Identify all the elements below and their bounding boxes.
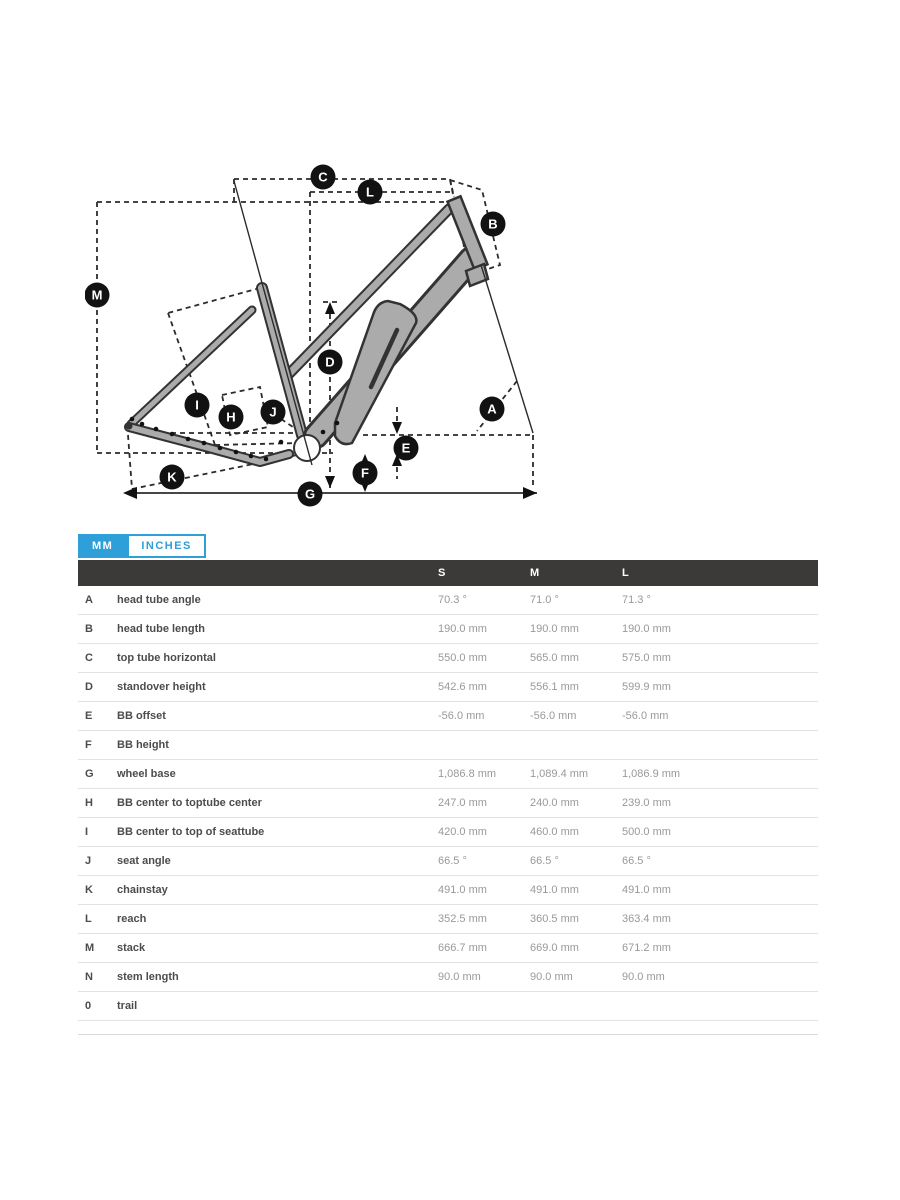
table-row — [78, 731, 818, 760]
row-letter: H — [78, 789, 110, 818]
row-value-s: -56.0 mm — [430, 702, 522, 731]
diagram-label-C — [311, 165, 336, 190]
table-row — [78, 847, 818, 876]
row-value-m: 1,089.4 mm — [522, 760, 614, 789]
diagram-label-J — [261, 400, 286, 425]
table-row — [78, 905, 818, 934]
row-value-l: 575.0 mm — [614, 644, 818, 673]
row-value-s: 70.3 ° — [430, 586, 522, 615]
row-value-l: 239.0 mm — [614, 789, 818, 818]
table-row — [78, 934, 818, 963]
row-name: wheel base — [110, 760, 430, 789]
row-letter: J — [78, 847, 110, 876]
table-row — [78, 644, 818, 673]
row-name: reach — [110, 905, 430, 934]
table-body — [78, 586, 818, 1021]
row-name: stack — [110, 934, 430, 963]
header-col-s: S — [430, 560, 522, 586]
diagram-label-H — [219, 405, 244, 430]
row-letter: E — [78, 702, 110, 731]
row-value-s: 66.5 ° — [430, 847, 522, 876]
table-row — [78, 615, 818, 644]
svg-text:E: E — [401, 440, 411, 456]
rear-dropout — [126, 423, 133, 430]
row-value-s: 420.0 mm — [430, 818, 522, 847]
row-value-s — [430, 731, 522, 760]
row-name: trail — [110, 992, 430, 1021]
bike-geometry-diagram — [85, 155, 545, 515]
row-name: BB center to top of seattube — [110, 818, 430, 847]
row-letter: B — [78, 615, 110, 644]
svg-text:L: L — [366, 184, 374, 200]
row-name: head tube angle — [110, 586, 430, 615]
header-col-m: M — [522, 560, 614, 586]
row-value-s: 247.0 mm — [430, 789, 522, 818]
row-letter: C — [78, 644, 110, 673]
row-value-m — [522, 992, 614, 1021]
row-value-l: 66.5 ° — [614, 847, 818, 876]
row-value-m: 565.0 mm — [522, 644, 614, 673]
row-letter: I — [78, 818, 110, 847]
table-row — [78, 673, 818, 702]
row-value-l: 1,086.9 mm — [614, 760, 818, 789]
diagram-label-L — [358, 180, 383, 205]
row-value-s: 542.6 mm — [430, 673, 522, 702]
table-row — [78, 586, 818, 615]
row-value-s: 190.0 mm — [430, 615, 522, 644]
svg-text:F: F — [361, 465, 369, 481]
row-value-m: 240.0 mm — [522, 789, 614, 818]
row-name: stem length — [110, 963, 430, 992]
header-name-spacer — [110, 560, 430, 586]
diagram-label-E — [394, 436, 419, 461]
svg-text:D: D — [325, 354, 335, 370]
row-value-m: 360.5 mm — [522, 905, 614, 934]
row-value-l: 190.0 mm — [614, 615, 818, 644]
row-value-l: 71.3 ° — [614, 586, 818, 615]
row-value-m: -56.0 mm — [522, 702, 614, 731]
svg-text:G: G — [304, 486, 316, 502]
row-value-l: 599.9 mm — [614, 673, 818, 702]
row-name: standover height — [110, 673, 430, 702]
diagram-label-K — [160, 465, 185, 490]
row-value-m: 460.0 mm — [522, 818, 614, 847]
row-value-l: 491.0 mm — [614, 876, 818, 905]
svg-text:B: B — [488, 216, 498, 232]
svg-text:A: A — [487, 401, 497, 417]
row-letter: D — [78, 673, 110, 702]
row-letter: G — [78, 760, 110, 789]
row-value-s — [430, 992, 522, 1021]
row-value-l: -56.0 mm — [614, 702, 818, 731]
row-value-m: 669.0 mm — [522, 934, 614, 963]
row-value-s: 666.7 mm — [430, 934, 522, 963]
row-value-m: 66.5 ° — [522, 847, 614, 876]
row-value-l: 500.0 mm — [614, 818, 818, 847]
table-row — [78, 702, 818, 731]
row-value-m: 556.1 mm — [522, 673, 614, 702]
row-value-l — [614, 731, 818, 760]
svg-text:M: M — [91, 287, 103, 303]
row-letter: N — [78, 963, 110, 992]
row-letter: 0 — [78, 992, 110, 1021]
row-letter: F — [78, 731, 110, 760]
diagram-label-F — [353, 461, 378, 486]
row-name: seat angle — [110, 847, 430, 876]
table-row — [78, 992, 818, 1021]
row-value-s: 1,086.8 mm — [430, 760, 522, 789]
row-value-l: 90.0 mm — [614, 963, 818, 992]
diagram-label-D — [318, 350, 343, 375]
svg-text:J: J — [269, 404, 277, 420]
row-value-m: 190.0 mm — [522, 615, 614, 644]
row-value-s: 550.0 mm — [430, 644, 522, 673]
row-value-s: 491.0 mm — [430, 876, 522, 905]
row-letter: A — [78, 586, 110, 615]
diagram-label-B — [481, 212, 506, 237]
svg-text:I: I — [195, 397, 199, 413]
header-letter-spacer — [78, 560, 110, 586]
row-value-m: 491.0 mm — [522, 876, 614, 905]
table-row — [78, 818, 818, 847]
geometry-table-wrap — [78, 560, 818, 1035]
diagram-label-I — [185, 393, 210, 418]
row-name: BB height — [110, 731, 430, 760]
table-row — [78, 876, 818, 905]
row-value-m — [522, 731, 614, 760]
tab-inches[interactable]: INCHES — [127, 534, 206, 558]
table-row — [78, 963, 818, 992]
diagram-label-A — [480, 397, 505, 422]
row-name: head tube length — [110, 615, 430, 644]
row-name: top tube horizontal — [110, 644, 430, 673]
table-header-row — [78, 560, 818, 586]
bike-frame — [126, 196, 489, 462]
row-value-l — [614, 992, 818, 1021]
svg-text:K: K — [167, 469, 177, 485]
header-col-l: L — [614, 560, 818, 586]
row-value-s: 90.0 mm — [430, 963, 522, 992]
table-row — [78, 789, 818, 818]
row-letter: K — [78, 876, 110, 905]
svg-text:C: C — [318, 169, 328, 185]
row-letter: M — [78, 934, 110, 963]
geometry-table — [78, 560, 818, 1021]
row-name: BB center to toptube center — [110, 789, 430, 818]
row-value-s: 352.5 mm — [430, 905, 522, 934]
row-letter: L — [78, 905, 110, 934]
row-value-l: 671.2 mm — [614, 934, 818, 963]
diagram-label-M — [85, 283, 110, 308]
diagram-label-G — [298, 482, 323, 507]
row-name: BB offset — [110, 702, 430, 731]
row-name: chainstay — [110, 876, 430, 905]
bike-geometry-svg — [85, 155, 545, 515]
row-value-l: 363.4 mm — [614, 905, 818, 934]
table-row — [78, 760, 818, 789]
svg-text:H: H — [226, 409, 236, 425]
row-value-m: 71.0 ° — [522, 586, 614, 615]
unit-tabs — [78, 534, 206, 558]
row-value-m: 90.0 mm — [522, 963, 614, 992]
tab-mm[interactable]: MM — [78, 534, 127, 558]
